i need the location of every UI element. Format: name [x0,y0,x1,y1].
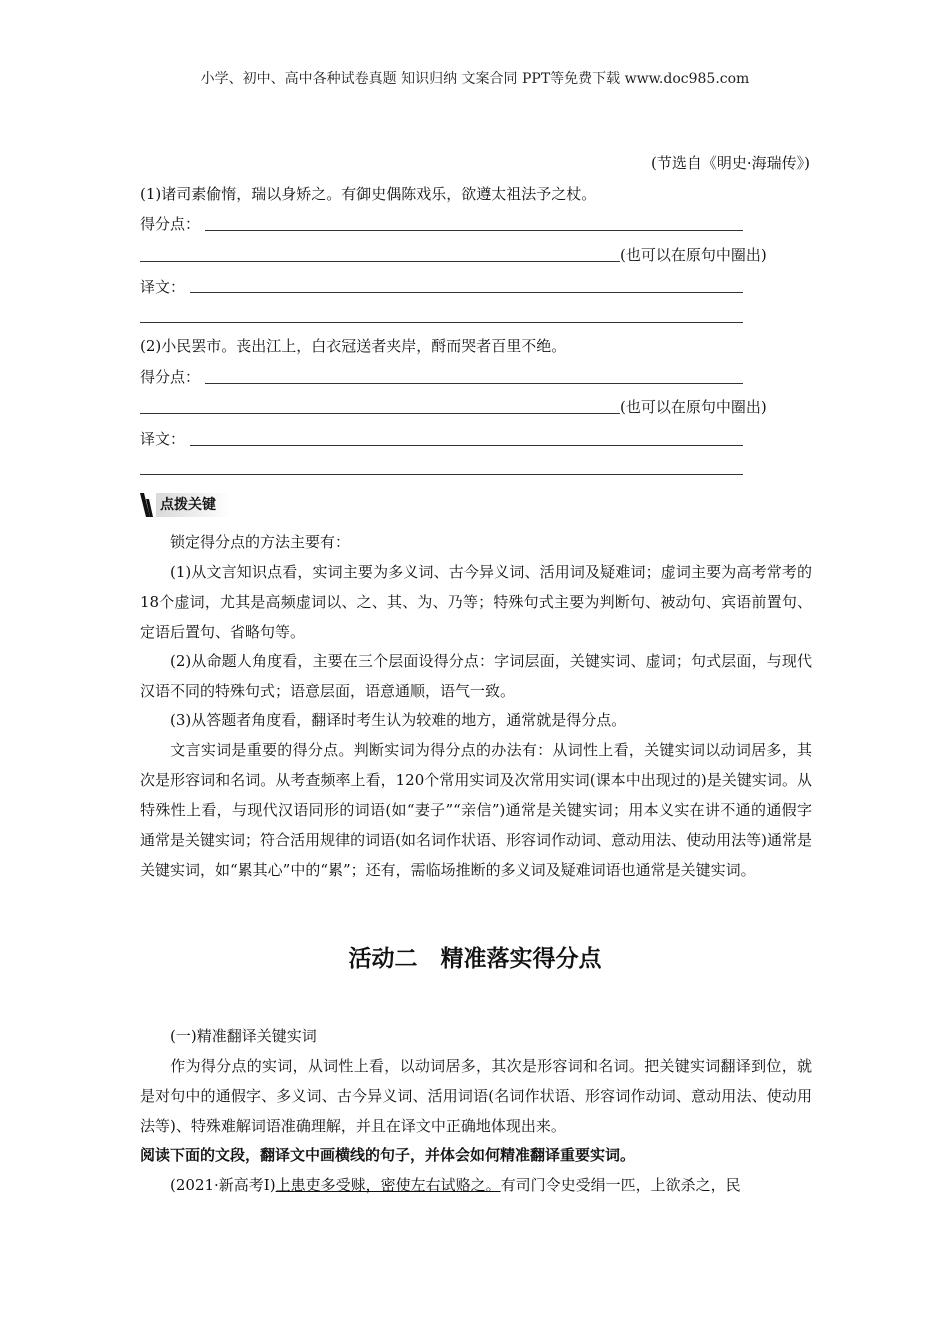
section-instruction: 阅读下面的文段，翻译文中画横线的句子，并体会如何精准翻译重要实词。 [140,1146,636,1164]
q1-score-label: 得分点： [140,215,201,233]
tag-slash-icon [140,493,156,517]
q2-sentence: (2)小民罢市。丧出江上，白衣冠送者夹岸，酹而哭者百里不绝。 [140,337,567,355]
q1-trans-blank[interactable] [190,292,743,293]
source-citation: (节选自《明史·海瑞传》) [651,154,810,172]
q2-hint: (也可以在原句中圈出) [620,398,767,416]
tip-point-2: (2)从命题人角度看，主要在三个层面设得分点：字词层面，关键实词、虚词；句式层面，与现代汉语不同的特殊句式；语意层面，语意通顺，语气一致。 [140,652,812,700]
q1-score-blank-2[interactable] [140,261,620,262]
tip-tag [140,493,260,517]
page-header: 小学、初中、高中各种试卷真题 知识归纳 文案合同 PPT等免费下载 www.doc985.com [200,71,750,87]
q1-hint: (也可以在原句中圈出) [620,246,767,264]
tip-tag-label: 点拨关键 [156,493,230,517]
q1-score-row [140,213,200,234]
q2-score-blank[interactable] [205,383,743,384]
tip-intro: 锁定得分点的方法主要有： [170,533,351,551]
example-rest: 有司门令史受绢一匹，上欲杀之，民 [500,1176,741,1194]
q2-trans-blank-2[interactable] [140,474,743,475]
tip-point-3: (3)从答题者角度看，翻译时考生认为较难的地方，通常就是得分点。 [170,711,627,729]
example-underlined-sentence: 上患吏多受赇，密使左右试赂之。 [275,1176,501,1194]
tip-point-1: (1)从文言知识点看，实词主要为多义词、古今异义词、活用词及疑难词；虚词主要为高考常考的18个虚词，尤其是高频虚词以、之、其、为、乃等；特殊句式主要为判断句、被动句、宾语前置句、定语后置句、省略句等。 [140,563,812,641]
section-subtitle: (一)精准翻译关键实词 [170,1027,317,1045]
q2-trans-label: 译文： [140,430,186,448]
q1-trans-label: 译文： [140,278,186,296]
q2-score-blank-2[interactable] [140,413,620,414]
q1-trans-blank-2[interactable] [140,322,743,323]
example-text [140,1170,812,1200]
tip-paragraph: 文言实词是重要的得分点。判断实词为得分点的办法有：从词性上看，关键实词以动词居多，其次是形容词和名词。从考查频率上看，120个常用实词及次常用实词(课本中出现过的)是关键实词。从特殊性上看，与现代汉语同形的词语(如“妻子”“亲信”)通常是关键实词；用本义实在讲不通的通假字通常是关键实词；符合活用规律的词语(如名词作状语、形容词作动词、意动用法、使动用法等)通常是关键实词，如“累其心”中的“累”；还有，需临场推断的多义词及疑难词语也通常是关键实词。 [140,741,812,879]
q1-score-blank[interactable] [205,230,743,231]
section-body: 作为得分点的实词，从词性上看，以动词居多，其次是形容词和名词。把关键实词翻译到位，就是对句中的通假字、多义词、古今异义词、活用词语(名词作状语、形容词作动词、意动用法、使动用法等)、特殊难解词语准确理解，并且在译文中正确地体现出来。 [140,1057,812,1135]
example-source: (2021·新高考Ⅰ) [170,1176,276,1194]
q2-trans-blank[interactable] [190,445,743,446]
q1-sentence: (1)诸司素偷惰，瑞以身矫之。有御史偶陈戏乐，欲遵太祖法予之杖。 [140,185,597,203]
section-title: 活动二 精准落实得分点 [348,946,602,972]
q2-score-label: 得分点： [140,368,201,386]
